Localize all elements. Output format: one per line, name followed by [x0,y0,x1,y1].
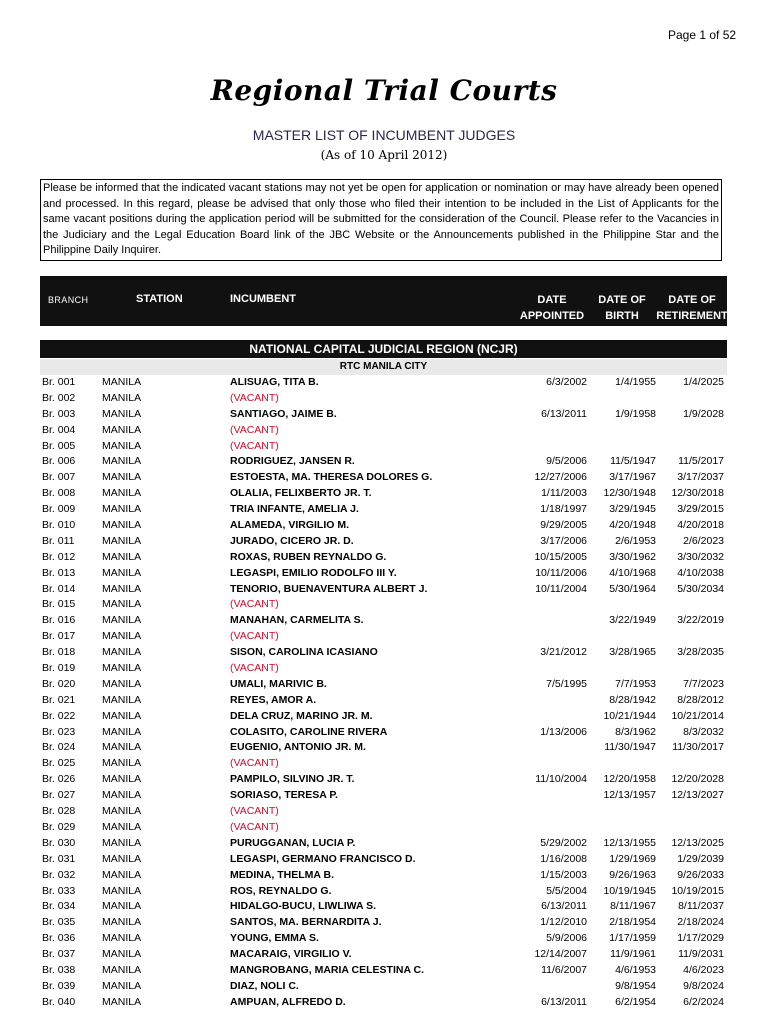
table-row [0,979,768,995]
branch-cell: Br. 040 [42,995,76,1008]
notice-box: Please be informed that the indicated vacant stations may not yet be open for application or nomination or may have already been opened and processed. In this regard, please be advised that only those who filed their intention to be included in the List of Applicants for the same vacant positions during the application period will be submitted for the consideration of the Council. Please refer to the Vacancies in the Judiciary and the Legal Education Board link of the JBC Website or the Announcements published in the Philippine Star and the Philippine Daily Inquirer. [40,179,722,261]
incumbent-cell: ROXAS, RUBEN REYNALDO G. [230,550,387,563]
table-row [0,740,768,756]
station-cell: MANILA [102,677,142,690]
branch-cell: Br. 014 [42,582,76,595]
date-of-retirement-cell: 10/19/2015 [671,884,724,897]
date-of-birth-cell: 1/29/1969 [609,852,656,865]
table-row [0,566,768,582]
branch-cell: Br. 026 [42,773,76,786]
table-row [0,852,768,868]
date-of-birth-cell: 8/3/1962 [615,725,656,738]
date-of-retirement-cell: 9/8/2024 [683,979,724,992]
incumbent-cell: COLASITO, CAROLINE RIVERA [230,725,388,738]
date-appointed-cell: 11/6/2007 [541,963,587,976]
date-appointed-cell: 10/11/2006 [535,566,587,579]
date-of-retirement-cell: 1/9/2028 [683,407,724,420]
table-row [0,756,768,772]
station-cell: MANILA [102,598,142,611]
table-row [0,629,768,645]
date-appointed-cell: 5/29/2002 [540,836,587,849]
date-of-birth-cell: 1/9/1958 [615,407,656,420]
station-cell: MANILA [102,995,142,1008]
table-row [0,820,768,836]
station-cell: MANILA [102,900,142,913]
date-of-birth-cell: 3/17/1967 [609,471,656,484]
date-of-retirement-cell: 12/30/2018 [671,487,724,500]
incumbent-cell: HIDALGO-BUCU, LIWLIWA S. [230,900,377,913]
table-row [0,454,768,470]
date-of-retirement-cell: 3/17/2037 [677,471,724,484]
date-of-retirement-cell: 11/30/2017 [672,741,724,754]
branch-cell: Br. 020 [42,677,76,690]
station-cell: MANILA [102,805,142,818]
date-of-birth-cell: 12/13/1957 [603,789,656,802]
incumbent-cell: LEGASPI, GERMANO FRANCISCO D. [230,852,416,865]
branch-cell: Br. 005 [42,439,76,452]
incumbent-cell: SANTIAGO, JAIME B. [230,407,337,420]
incumbent-cell: (VACANT) [230,423,279,436]
branch-cell: Br. 035 [42,916,76,929]
date-of-birth-cell: 4/20/1948 [609,519,656,532]
station-cell: MANILA [102,487,142,500]
table-row [0,391,768,407]
date-of-retirement-cell: 10/21/2014 [671,709,724,722]
date-of-birth-cell: 11/5/1947 [610,455,656,468]
date-appointed-cell: 10/11/2004 [535,582,587,595]
branch-cell: Br. 015 [42,598,76,611]
date-of-retirement-cell: 8/11/2037 [678,900,724,913]
date-of-birth-cell: 8/11/1967 [610,900,656,913]
table-row [0,645,768,661]
station-cell: MANILA [102,725,142,738]
header-line: RETIREMENT [656,310,728,322]
incumbent-cell: ESTOESTA, MA. THERESA DOLORES G. [230,471,433,484]
date-of-retirement-cell: 4/10/2038 [677,566,724,579]
incumbent-cell: (VACANT) [230,630,279,643]
table-row [0,915,768,931]
date-appointed-cell: 6/3/2002 [546,376,587,388]
date-of-birth-cell: 3/29/1945 [609,503,656,516]
branch-cell: Br. 033 [42,884,76,897]
incumbent-cell: MACARAIG, VIRGILIO V. [230,948,352,961]
station-cell: MANILA [102,773,142,786]
date-of-birth-cell: 3/30/1962 [609,550,656,563]
table-row [0,518,768,534]
incumbent-cell: SORIASO, TERESA P. [230,789,338,802]
date-appointed-cell: 1/11/2003 [541,487,587,500]
station-cell: MANILA [102,455,142,468]
branch-cell: Br. 006 [42,455,76,468]
station-cell: MANILA [102,741,142,754]
incumbent-cell: JURADO, CICERO JR. D. [230,534,354,547]
branch-cell: Br. 038 [42,963,76,976]
date-of-birth-cell: 7/7/1953 [615,677,656,690]
date-of-birth-cell: 12/30/1948 [603,487,656,500]
date-of-retirement-cell: 4/20/2018 [677,519,724,532]
branch-cell: Br. 029 [42,820,76,833]
incumbent-cell: (VACANT) [230,439,279,452]
date-of-birth-cell: 10/21/1944 [603,709,656,722]
column-header-branch: BRANCH [48,295,89,305]
date-appointed-cell: 9/5/2006 [546,455,587,468]
header-line: APPOINTED [519,310,585,322]
court-heading: RTC MANILA CITY [40,359,727,375]
date-of-birth-cell: 4/6/1953 [615,963,656,976]
date-of-birth-cell: 2/6/1953 [615,534,656,547]
table-row [0,502,768,518]
branch-cell: Br. 009 [42,503,76,516]
table-row [0,423,768,439]
incumbent-cell: MEDINA, THELMA B. [230,868,335,881]
date-of-retirement-cell: 12/20/2028 [671,773,724,786]
date-appointed-cell: 9/29/2005 [540,519,587,532]
column-header-date-appointed [516,292,588,324]
incumbent-cell: EUGENIO, ANTONIO JR. M. [230,741,366,754]
column-header-station: STATION [136,293,183,305]
table-row [0,884,768,900]
column-header-incumbent: INCUMBENT [230,293,296,305]
station-cell: MANILA [102,471,142,484]
branch-cell: Br. 036 [42,932,76,945]
date-of-retirement-cell: 11/9/2031 [678,948,724,961]
as-of-date: (As of 10 April 2012) [320,148,448,162]
region-heading: NATIONAL CAPITAL JUDICIAL REGION (NCJR) [40,340,727,358]
branch-cell: Br. 003 [42,407,76,420]
branch-cell: Br. 032 [42,868,76,881]
table-row [0,439,768,455]
date-appointed-cell: 5/9/2006 [546,932,587,945]
table-row [0,772,768,788]
table-row [0,597,768,613]
date-of-birth-cell: 5/30/1964 [609,582,656,595]
incumbent-cell: (VACANT) [230,662,279,675]
table-header [40,276,727,326]
station-cell: MANILA [102,979,142,992]
table-row [0,470,768,486]
station-cell: MANILA [102,519,142,532]
page-number: Page 1 of 52 [668,28,737,42]
date-of-birth-cell: 10/19/1945 [603,884,656,897]
branch-cell: Br. 025 [42,757,76,770]
date-of-retirement-cell: 3/22/2019 [677,614,724,627]
date-of-retirement-cell: 5/30/2034 [677,582,724,595]
incumbent-cell: (VACANT) [230,820,279,833]
date-of-birth-cell: 12/13/1955 [603,836,656,849]
branch-cell: Br. 012 [42,550,76,563]
incumbent-cell: MANAHAN, CARMELITA S. [230,614,364,627]
branch-cell: Br. 013 [42,566,76,579]
incumbent-cell: SANTOS, MA. BERNARDITA J. [230,916,382,929]
incumbent-cell: DIAZ, NOLI C. [230,979,299,992]
table-row [0,709,768,725]
station-cell: MANILA [102,852,142,865]
date-of-birth-cell: 11/30/1947 [604,741,656,754]
column-header-date-of-retirement [656,292,728,324]
station-cell: MANILA [102,630,142,643]
station-cell: MANILA [102,948,142,961]
date-appointed-cell: 1/18/1997 [540,503,587,516]
incumbent-cell: RODRIGUEZ, JANSEN R. [230,455,355,468]
date-of-retirement-cell: 3/30/2032 [677,550,724,563]
incumbent-cell: (VACANT) [230,391,279,404]
branch-cell: Br. 004 [42,423,76,436]
date-of-retirement-cell: 1/4/2025 [683,376,724,388]
station-cell: MANILA [102,884,142,897]
table-row [0,661,768,677]
branch-cell: Br. 030 [42,836,76,849]
date-appointed-cell: 1/16/2008 [540,852,587,865]
date-of-retirement-cell: 12/13/2027 [671,789,724,802]
table-row [0,788,768,804]
date-appointed-cell: 12/14/2007 [534,948,587,961]
incumbent-cell: MANGROBANG, MARIA CELESTINA C. [230,963,425,976]
station-cell: MANILA [102,820,142,833]
date-of-retirement-cell: 1/29/2039 [677,852,724,865]
branch-cell: Br. 011 [42,534,75,547]
date-appointed-cell: 5/5/2004 [546,884,587,897]
table-row [0,836,768,852]
station-cell: MANILA [102,963,142,976]
table-row [0,534,768,550]
branch-cell: Br. 031 [42,852,76,865]
date-appointed-cell: 12/27/2006 [534,471,587,484]
table-row [0,486,768,502]
date-of-birth-cell: 3/28/1965 [609,646,656,659]
date-of-birth-cell: 4/10/1968 [609,566,656,579]
table-row [0,947,768,963]
branch-cell: Br. 002 [42,391,76,404]
branch-cell: Br. 021 [42,693,76,706]
branch-cell: Br. 007 [42,471,76,484]
incumbent-cell: TENORIO, BUENAVENTURA ALBERT J. [230,582,428,595]
station-cell: MANILA [102,868,142,881]
header-line: DATE OF [598,294,646,306]
branch-cell: Br. 022 [42,709,76,722]
date-of-retirement-cell: 11/5/2017 [678,455,724,468]
table-row [0,407,768,423]
date-of-birth-cell: 9/8/1954 [615,979,656,992]
date-appointed-cell: 1/13/2006 [540,725,587,738]
incumbent-cell: (VACANT) [230,598,279,611]
station-cell: MANILA [102,757,142,770]
table-row [0,995,768,1011]
branch-cell: Br. 027 [42,789,76,802]
branch-cell: Br. 001 [42,376,76,388]
incumbent-cell: PAMPILO, SILVINO JR. T. [230,773,355,786]
date-appointed-cell: 1/12/2010 [540,916,587,929]
date-of-retirement-cell: 1/17/2029 [677,932,724,945]
date-of-birth-cell: 1/4/1955 [615,376,656,388]
station-cell: MANILA [102,662,142,675]
station-cell: MANILA [102,789,142,802]
incumbent-cell: (VACANT) [230,757,279,770]
header-line: BIRTH [605,310,639,322]
table-row [0,963,768,979]
date-appointed-cell: 11/10/2004 [535,773,587,786]
date-appointed-cell: 1/15/2003 [540,868,587,881]
table-row [0,804,768,820]
table-row [0,899,768,915]
date-of-birth-cell: 6/2/1954 [615,995,656,1008]
table-row [0,375,768,391]
table-row [0,582,768,598]
station-cell: MANILA [102,439,142,452]
station-cell: MANILA [102,614,142,627]
table-row [0,550,768,566]
station-cell: MANILA [102,932,142,945]
station-cell: MANILA [102,916,142,929]
station-cell: MANILA [102,566,142,579]
date-of-retirement-cell: 9/26/2033 [677,868,724,881]
incumbent-cell: (VACANT) [230,805,279,818]
date-of-retirement-cell: 8/3/2032 [683,725,724,738]
date-of-retirement-cell: 2/6/2023 [683,534,724,547]
table-row [0,931,768,947]
table-row [0,725,768,741]
date-of-retirement-cell: 2/18/2024 [677,916,724,929]
station-cell: MANILA [102,423,142,436]
branch-cell: Br. 017 [42,630,76,643]
incumbent-cell: TRIA INFANTE, AMELIA J. [230,503,359,516]
date-appointed-cell: 6/13/2011 [541,995,587,1008]
date-of-retirement-cell: 8/28/2012 [677,693,724,706]
station-cell: MANILA [102,646,142,659]
station-cell: MANILA [102,709,142,722]
date-of-birth-cell: 11/9/1961 [610,948,656,961]
station-cell: MANILA [102,582,142,595]
date-appointed-cell: 10/15/2005 [534,550,587,563]
header-line: DATE OF [668,294,716,306]
header-line: DATE [537,294,567,306]
date-appointed-cell: 7/5/1995 [546,677,587,690]
document-title: Regional Trial Courts [210,74,558,107]
station-cell: MANILA [102,534,142,547]
incumbent-cell: AMPUAN, ALFREDO D. [230,995,346,1008]
incumbent-cell: YOUNG, EMMA S. [230,932,319,945]
station-cell: MANILA [102,836,142,849]
date-of-retirement-cell: 3/29/2015 [677,503,724,516]
incumbent-cell: ALISUAG, TITA B. [230,376,319,388]
date-of-retirement-cell: 6/2/2024 [683,995,724,1008]
branch-cell: Br. 037 [42,948,76,961]
date-of-birth-cell: 1/17/1959 [609,932,656,945]
incumbent-cell: LEGASPI, EMILIO RODOLFO III Y. [230,566,397,579]
incumbent-cell: DELA CRUZ, MARINO JR. M. [230,709,373,722]
date-of-retirement-cell: 4/6/2023 [683,963,724,976]
branch-cell: Br. 039 [42,979,76,992]
date-appointed-cell: 6/13/2011 [541,407,587,420]
date-of-retirement-cell: 3/28/2035 [677,646,724,659]
branch-cell: Br. 016 [42,614,76,627]
table-row [0,693,768,709]
station-cell: MANILA [102,407,142,420]
table-row [0,677,768,693]
branch-cell: Br. 008 [42,487,76,500]
date-of-birth-cell: 9/26/1963 [609,868,656,881]
branch-cell: Br. 034 [42,900,76,913]
branch-cell: Br. 023 [42,725,76,738]
incumbent-cell: PURUGGANAN, LUCIA P. [230,836,356,849]
date-of-birth-cell: 12/20/1958 [603,773,656,786]
incumbent-cell: OLALIA, FELIXBERTO JR. T. [230,487,372,500]
station-cell: MANILA [102,550,142,563]
date-appointed-cell: 3/17/2006 [540,534,587,547]
station-cell: MANILA [102,391,142,404]
station-cell: MANILA [102,503,142,516]
branch-cell: Br. 010 [42,519,76,532]
incumbent-cell: SISON, CAROLINA ICASIANO [230,646,378,659]
date-of-retirement-cell: 7/7/2023 [683,677,724,690]
incumbent-cell: ROS, REYNALDO G. [230,884,332,897]
incumbent-cell: ALAMEDA, VIRGILIO M. [230,519,349,532]
table-row [0,868,768,884]
date-appointed-cell: 6/13/2011 [541,900,587,913]
branch-cell: Br. 019 [42,662,76,675]
incumbent-cell: REYES, AMOR A. [230,693,317,706]
date-of-retirement-cell: 12/13/2025 [671,836,724,849]
judges-table-body [0,375,768,1011]
date-of-birth-cell: 2/18/1954 [609,916,656,929]
station-cell: MANILA [102,693,142,706]
date-of-birth-cell: 8/28/1942 [609,693,656,706]
column-header-date-of-birth [592,292,652,324]
branch-cell: Br. 028 [42,805,76,818]
table-row [0,613,768,629]
branch-cell: Br. 024 [42,741,76,754]
document-subtitle: MASTER LIST OF INCUMBENT JUDGES [252,127,516,143]
station-cell: MANILA [102,376,142,388]
branch-cell: Br. 018 [42,646,76,659]
date-appointed-cell: 3/21/2012 [540,646,587,659]
date-of-birth-cell: 3/22/1949 [609,614,656,627]
incumbent-cell: UMALI, MARIVIC B. [230,677,327,690]
